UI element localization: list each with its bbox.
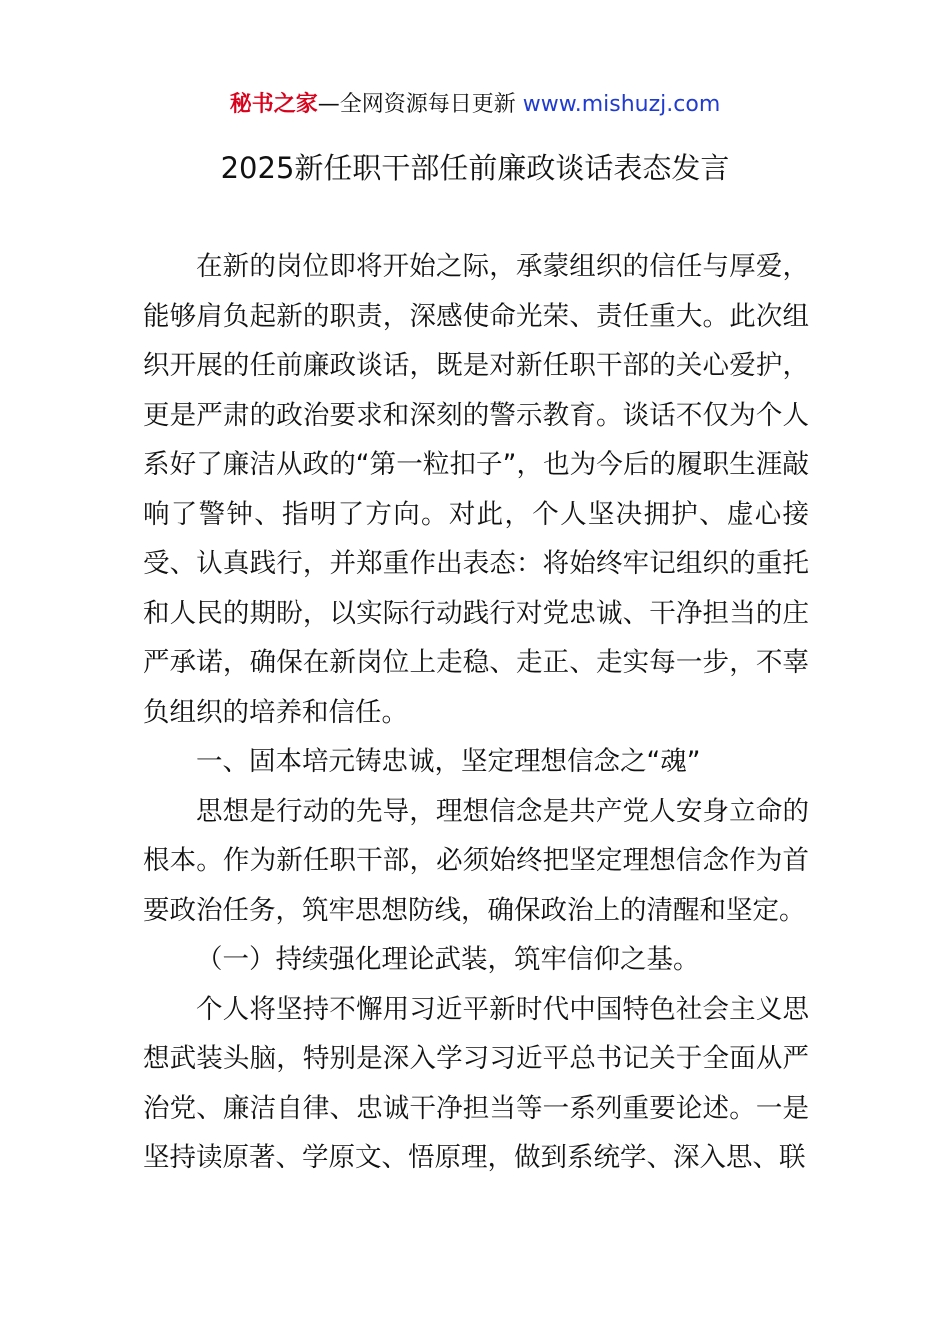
subsection-paragraph: 个人将坚持不懈用习近平新时代中国特色社会主义思想武装头脑，特别是深入学习习近平总书记关于全面从严治党、廉洁自律、忠诚干净担当等一系列重要论述。一是坚持读原著、学原文、悟原理，做到系统学、深入思、联 [143, 993, 809, 1173]
section-heading: 一、固本培元铸忠诚，坚定理想信念之“魂” [196, 746, 701, 777]
site-header [0, 88, 950, 122]
subsection-heading: （一）持续强化理论武装，筑牢信仰之基。 [196, 944, 700, 975]
document-body [143, 242, 809, 1183]
document-title: 2025新任职干部任前廉政谈话表态发言 [220, 151, 730, 185]
brand-name: 秘书之家 [229, 92, 318, 117]
section-paragraph: 思想是行动的先导，理想信念是共产党人安身立命的根本。作为新任职干部，必须始终把坚定理想信念作为首要政治任务，筑牢思想防线，确保政治上的清醒和坚定。 [143, 795, 809, 926]
site-url-link[interactable]: www.mishuzj.com [522, 92, 721, 117]
header-tagline: —全网资源每日更新 [317, 92, 523, 117]
intro-paragraph: 在新的岗位即将开始之际，承蒙组织的信任与厚爱，能够肩负起新的职责，深感使命光荣、责任重大。此次组织开展的任前廉政谈话，既是对新任职干部的关心爱护，更是严肃的政治要求和深刻的警示教育。谈话不仅为个人系好了廉洁从政的“第一粒扣子”，也为今后的履职生涯敲响了警钟、指明了方向。对此，个人坚决拥护、虚心接受、认真践行，并郑重作出表态：将始终牢记组织的重托和人民的期盼，以实际行动践行对党忠诚、干净担当的庄严承诺，确保在新岗位上走稳、走正、走实每一步，不辜负组织的培养和信任。 [143, 251, 809, 728]
